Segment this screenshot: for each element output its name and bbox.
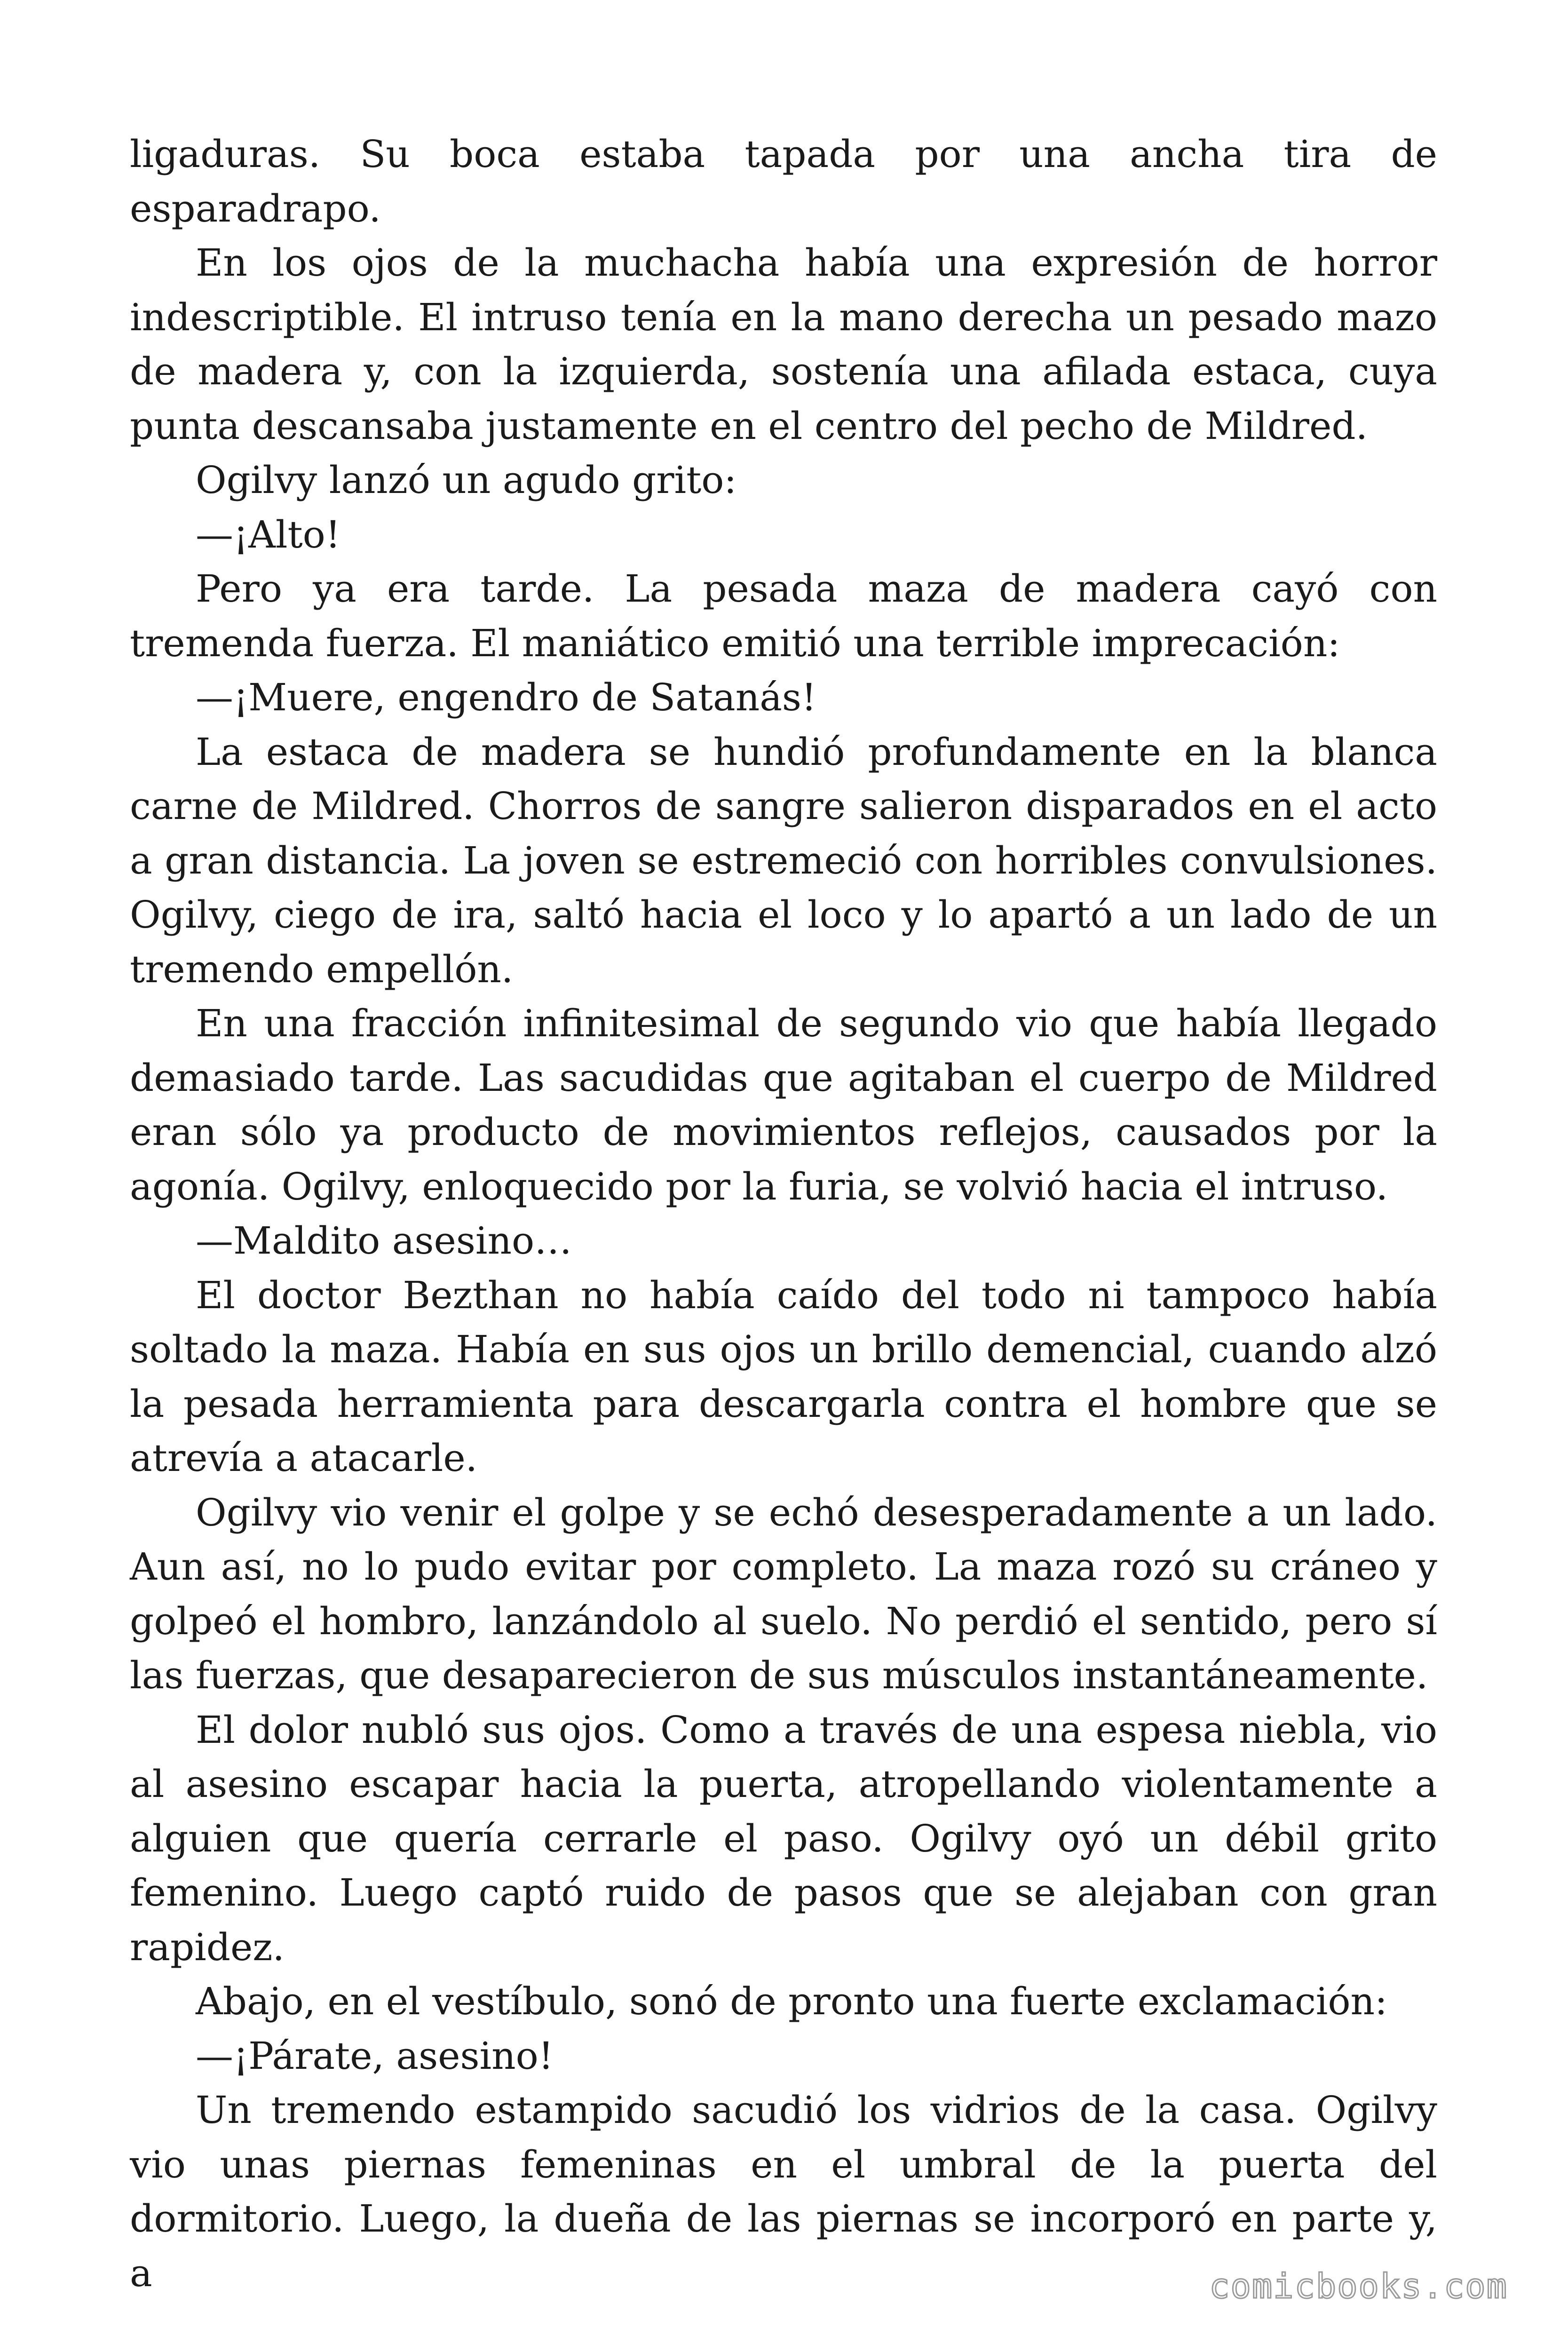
paragraph: Ogilvy lanzó un agudo grito: [196, 458, 737, 502]
dialogue-line: —¡Alto! [196, 512, 341, 556]
body-text [130, 127, 1437, 2300]
paragraph: Un tremendo estampido sacudió los vidrios de la casa. Ogilvy vio unas piernas femeninas en el umbral de la puerta del dormitorio. Luego, la dueña de las piernas se incorporó en parte y, a [130, 2088, 1437, 2295]
dialogue-line: —Maldito asesino… [196, 1219, 572, 1263]
dialogue-line: —¡Muere, engendro de Satanás! [196, 675, 817, 719]
paragraph: Abajo, en el vestíbulo, sonó de pronto una fuerte exclamación: [196, 1979, 1387, 2023]
paragraph: En los ojos de la muchacha había una expresión de horror indescriptible. El intruso tenía en la mano derecha un pesado mazo de madera y, con la izquierda, sostenía una afilada estaca, cuya punta descansaba justamente en el centro del pecho de Mildred. [130, 241, 1437, 448]
paragraph: La estaca de madera se hundió profundamente en la blanca carne de Mildred. Chorros de sangre salieron disparados en el acto a gran distancia. La joven se estremeció con horribles convulsiones. Ogilvy, ciego de ira, saltó hacia el loco y lo apartó a un lado de un tremendo empellón. [130, 730, 1437, 991]
paragraph: Pero ya era tarde. La pesada maza de madera cayó con tremenda fuerza. El maniático emitió una terrible imprecación: [130, 567, 1437, 665]
paragraph: El doctor Bezthan no había caído del todo ni tampoco había soltado la maza. Había en sus ojos un brillo demencial, cuando alzó la pesada herramienta para descargarla contra el hombre que se atrevía a atacarle. [130, 1273, 1437, 1480]
paragraph: ligaduras. Su boca estaba tapada por una ancha tira de esparadrapo. [130, 132, 1437, 230]
paragraph: El dolor nubló sus ojos. Como a través de una espesa niebla, vio al asesino escapar hacia la puerta, atropellando violentamente a alguien que quería cerrarle el paso. Ogilvy oyó un débil grito femenino. Luego captó ruido de pasos que se alejaban con gran rapidez. [130, 1708, 1437, 1969]
paragraph: En una fracción infinitesimal de segundo vio que había llegado demasiado tarde. Las sacudidas que agitaban el cuerpo de Mildred eran sólo ya producto de movimientos reflejos, causados por la agonía. Ogilvy, enloquecido por la furia, se volvió hacia el intruso. [130, 1001, 1437, 1208]
dialogue-line: —¡Párate, asesino! [196, 2034, 554, 2078]
watermark: comicbooks.com [1209, 2266, 1508, 2306]
paragraph: Ogilvy vio venir el golpe y se echó desesperadamente a un lado. Aun así, no lo pudo evitar por completo. La maza rozó su cráneo y golpeó el hombro, lanzándolo al suelo. No perdió el sentido, pero sí las fuerzas, que desaparecieron de sus músculos instantáneamente. [130, 1490, 1437, 1697]
